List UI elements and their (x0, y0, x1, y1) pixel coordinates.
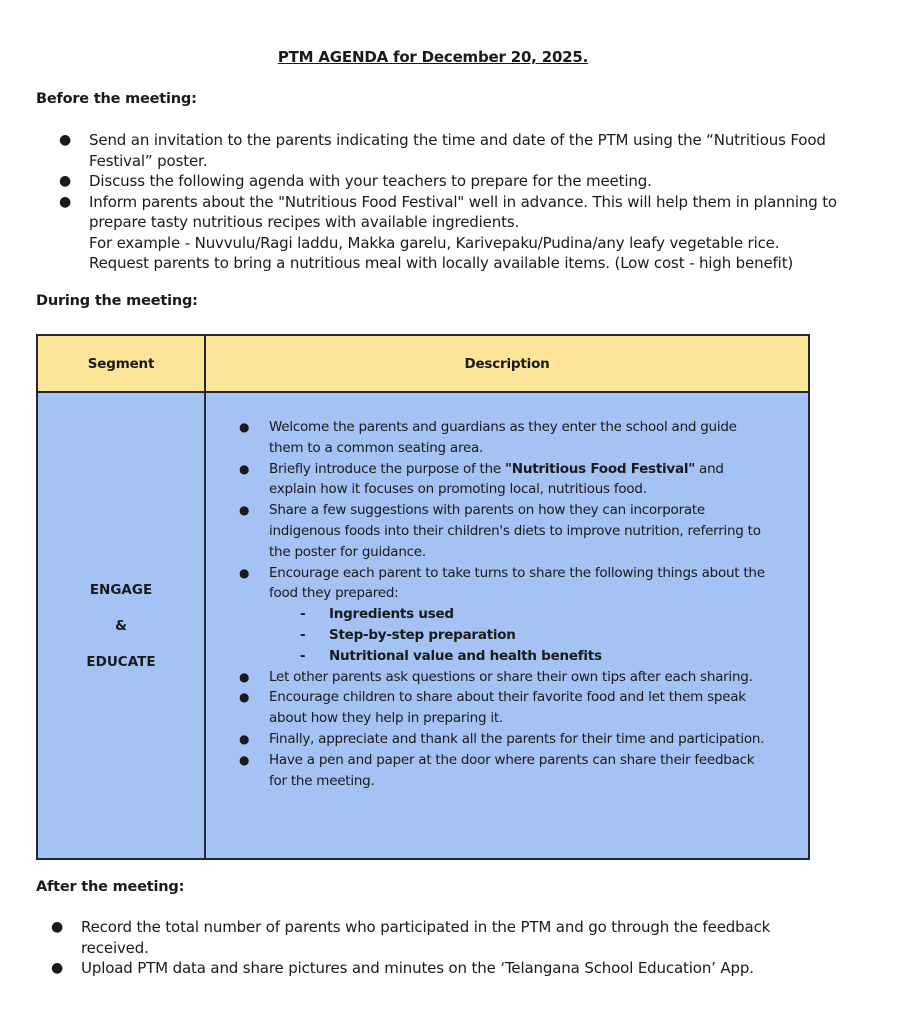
description-list (206, 393, 808, 813)
bullet-icon: ● (59, 132, 72, 148)
list-item: ● Let other parents ask questions or share their own tips after each sharing. (269, 667, 768, 688)
list-item: ● Briefly introduce the purpose of the "Nutritious Food Festival" and explain how it focuses on promoting local, nutritious food. (239, 460, 724, 498)
after-meeting-heading: After the meeting: (36, 879, 185, 895)
bullet-icon: ● (59, 193, 72, 210)
segment-cell (37, 392, 205, 859)
sub-list (269, 604, 768, 666)
list-item: ● Encourage children to share about their favorite food and let them speak about how they help in preparing it. (239, 689, 746, 727)
bullet-icon: ● (51, 919, 64, 935)
list-item: ● Finally, appreciate and thank all the parents for their time and participation. (269, 729, 768, 750)
dash-icon: - (300, 626, 306, 643)
list-item: ● Upload PTM data and share pictures and minutes on the ‘Telangana School Education’ App. (51, 959, 754, 977)
during-meeting-heading: During the meeting: (36, 293, 198, 309)
bullet-icon: ● (239, 565, 250, 580)
list-item: ● Share a few suggestions with parents on how they can incorporate indigenous foods into their children's diets to improve nutrition, referring to the poster for guidance. (239, 502, 761, 560)
page-title: PTM AGENDA for December 20, 2025. (277, 48, 589, 66)
agenda-table (36, 334, 810, 860)
list-item: ● Welcome the parents and guardians as they enter the school and guide them to a common seating area. (239, 419, 737, 456)
sub-list-item: - Ingredients used (329, 604, 768, 625)
bullet-icon: ● (239, 503, 250, 518)
header-segment: Segment (37, 335, 205, 392)
list-item: ● Record the total number of parents who participated in the PTM and go through the feedback received. (51, 918, 771, 957)
list-item: ● Have a pen and paper at the door where parents can share their feedback for the meeting. (239, 751, 755, 789)
bullet-icon: ● (239, 731, 250, 746)
sub-list-item: - Nutritional value and health benefits (329, 646, 768, 667)
segment-label: & (115, 617, 127, 634)
dash-icon: - (300, 606, 306, 623)
list-item: ● Inform parents about the "Nutritious Food Festival" well in advance. This will help them in planning to prepare tasty nutritious recipes with available ingredients. For example - Nuvvulu/Ragi laddu, Makka garelu, Karivepaku/Pudina/any leafy vegetable rice. Request parents to bring a nutritious meal with locally available items. (Low cost - high benefit) (59, 192, 837, 272)
segment-label: EDUCATE (86, 653, 156, 670)
bullet-icon: ● (239, 669, 250, 684)
list-item: ● Encourage each parent to take turns to share the following things about the food they prepared: - Ingredients used - Step-by-step preparation - Nutritional value and health benefits (269, 563, 768, 667)
table-header-row (37, 335, 809, 392)
list-item: ● Send an invitation to the parents indicating the time and date of the PTM using the “Nutritious Food Festival” poster. (59, 131, 826, 170)
bullet-icon: ● (239, 420, 250, 434)
description-cell (205, 392, 809, 859)
sub-list-item: - Step-by-step preparation (329, 625, 768, 646)
after-meeting-list (51, 917, 841, 979)
before-meeting-heading: Before the meeting: (36, 91, 197, 107)
table-row (37, 392, 809, 859)
list-item: ● Discuss the following agenda with your teachers to prepare for the meeting. (59, 172, 652, 190)
bullet-icon: ● (239, 752, 250, 767)
dash-icon: - (300, 647, 306, 664)
bullet-icon: ● (239, 690, 250, 705)
header-description: Description (205, 335, 809, 392)
before-meeting-list (59, 130, 849, 274)
bullet-icon: ● (59, 173, 72, 189)
bullet-icon: ● (51, 960, 64, 976)
segment-label: ENGAGE (89, 581, 153, 598)
bullet-icon: ● (239, 461, 250, 476)
festival-name: "Nutritious Food Festival" (505, 460, 695, 477)
